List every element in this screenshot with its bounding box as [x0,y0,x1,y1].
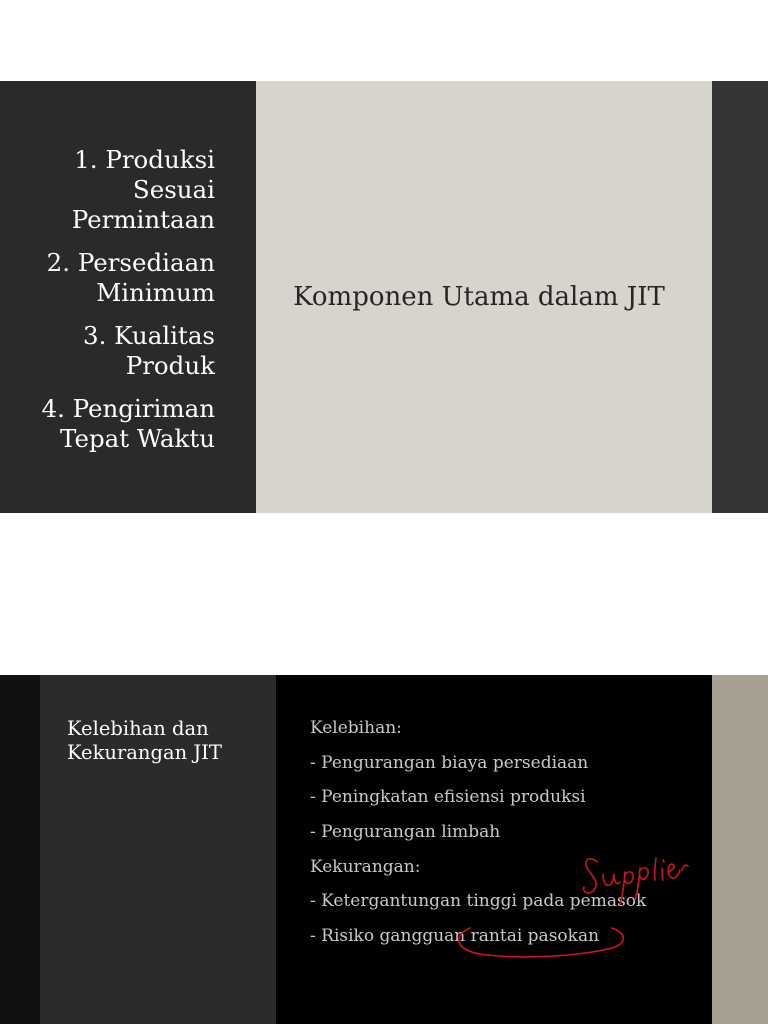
pros-heading: Kelebihan: [310,718,402,738]
right-accent-strip [712,81,768,513]
list-item: - Pengurangan limbah [310,822,501,843]
list-item: 1. Produksi Sesuai Permintaan [71,145,215,234]
slide-components [0,81,768,513]
left-edge-strip [0,675,40,1024]
content-panel [276,675,712,1024]
title-sidebar [40,675,276,1024]
list-item: - Peningkatan efisiensi produksi [310,787,586,808]
list-item: - Ketergantungan tinggi pada pemasok [310,891,647,912]
slide-pros-cons [0,675,768,1024]
slide-title: Kelebihan dan Kekurangan JIT [67,717,222,764]
left-panel [0,81,256,513]
list-item: 4. Pengiriman Tepat Waktu [41,394,215,453]
list-item: - Risiko gangguan rantai pasokan [310,926,600,947]
cons-heading: Kekurangan: [310,856,421,877]
right-accent-strip [712,675,768,1024]
list-item: 3. Kualitas Produk [82,321,215,380]
list-item: 2. Persediaan Minimum [46,248,215,307]
list-item: - Pengurangan biaya persediaan [310,752,589,773]
pros-cons-list [310,717,710,960]
component-list [5,145,215,467]
slide-title: Komponen Utama dalam JIT [293,282,665,312]
title-panel [256,81,712,513]
